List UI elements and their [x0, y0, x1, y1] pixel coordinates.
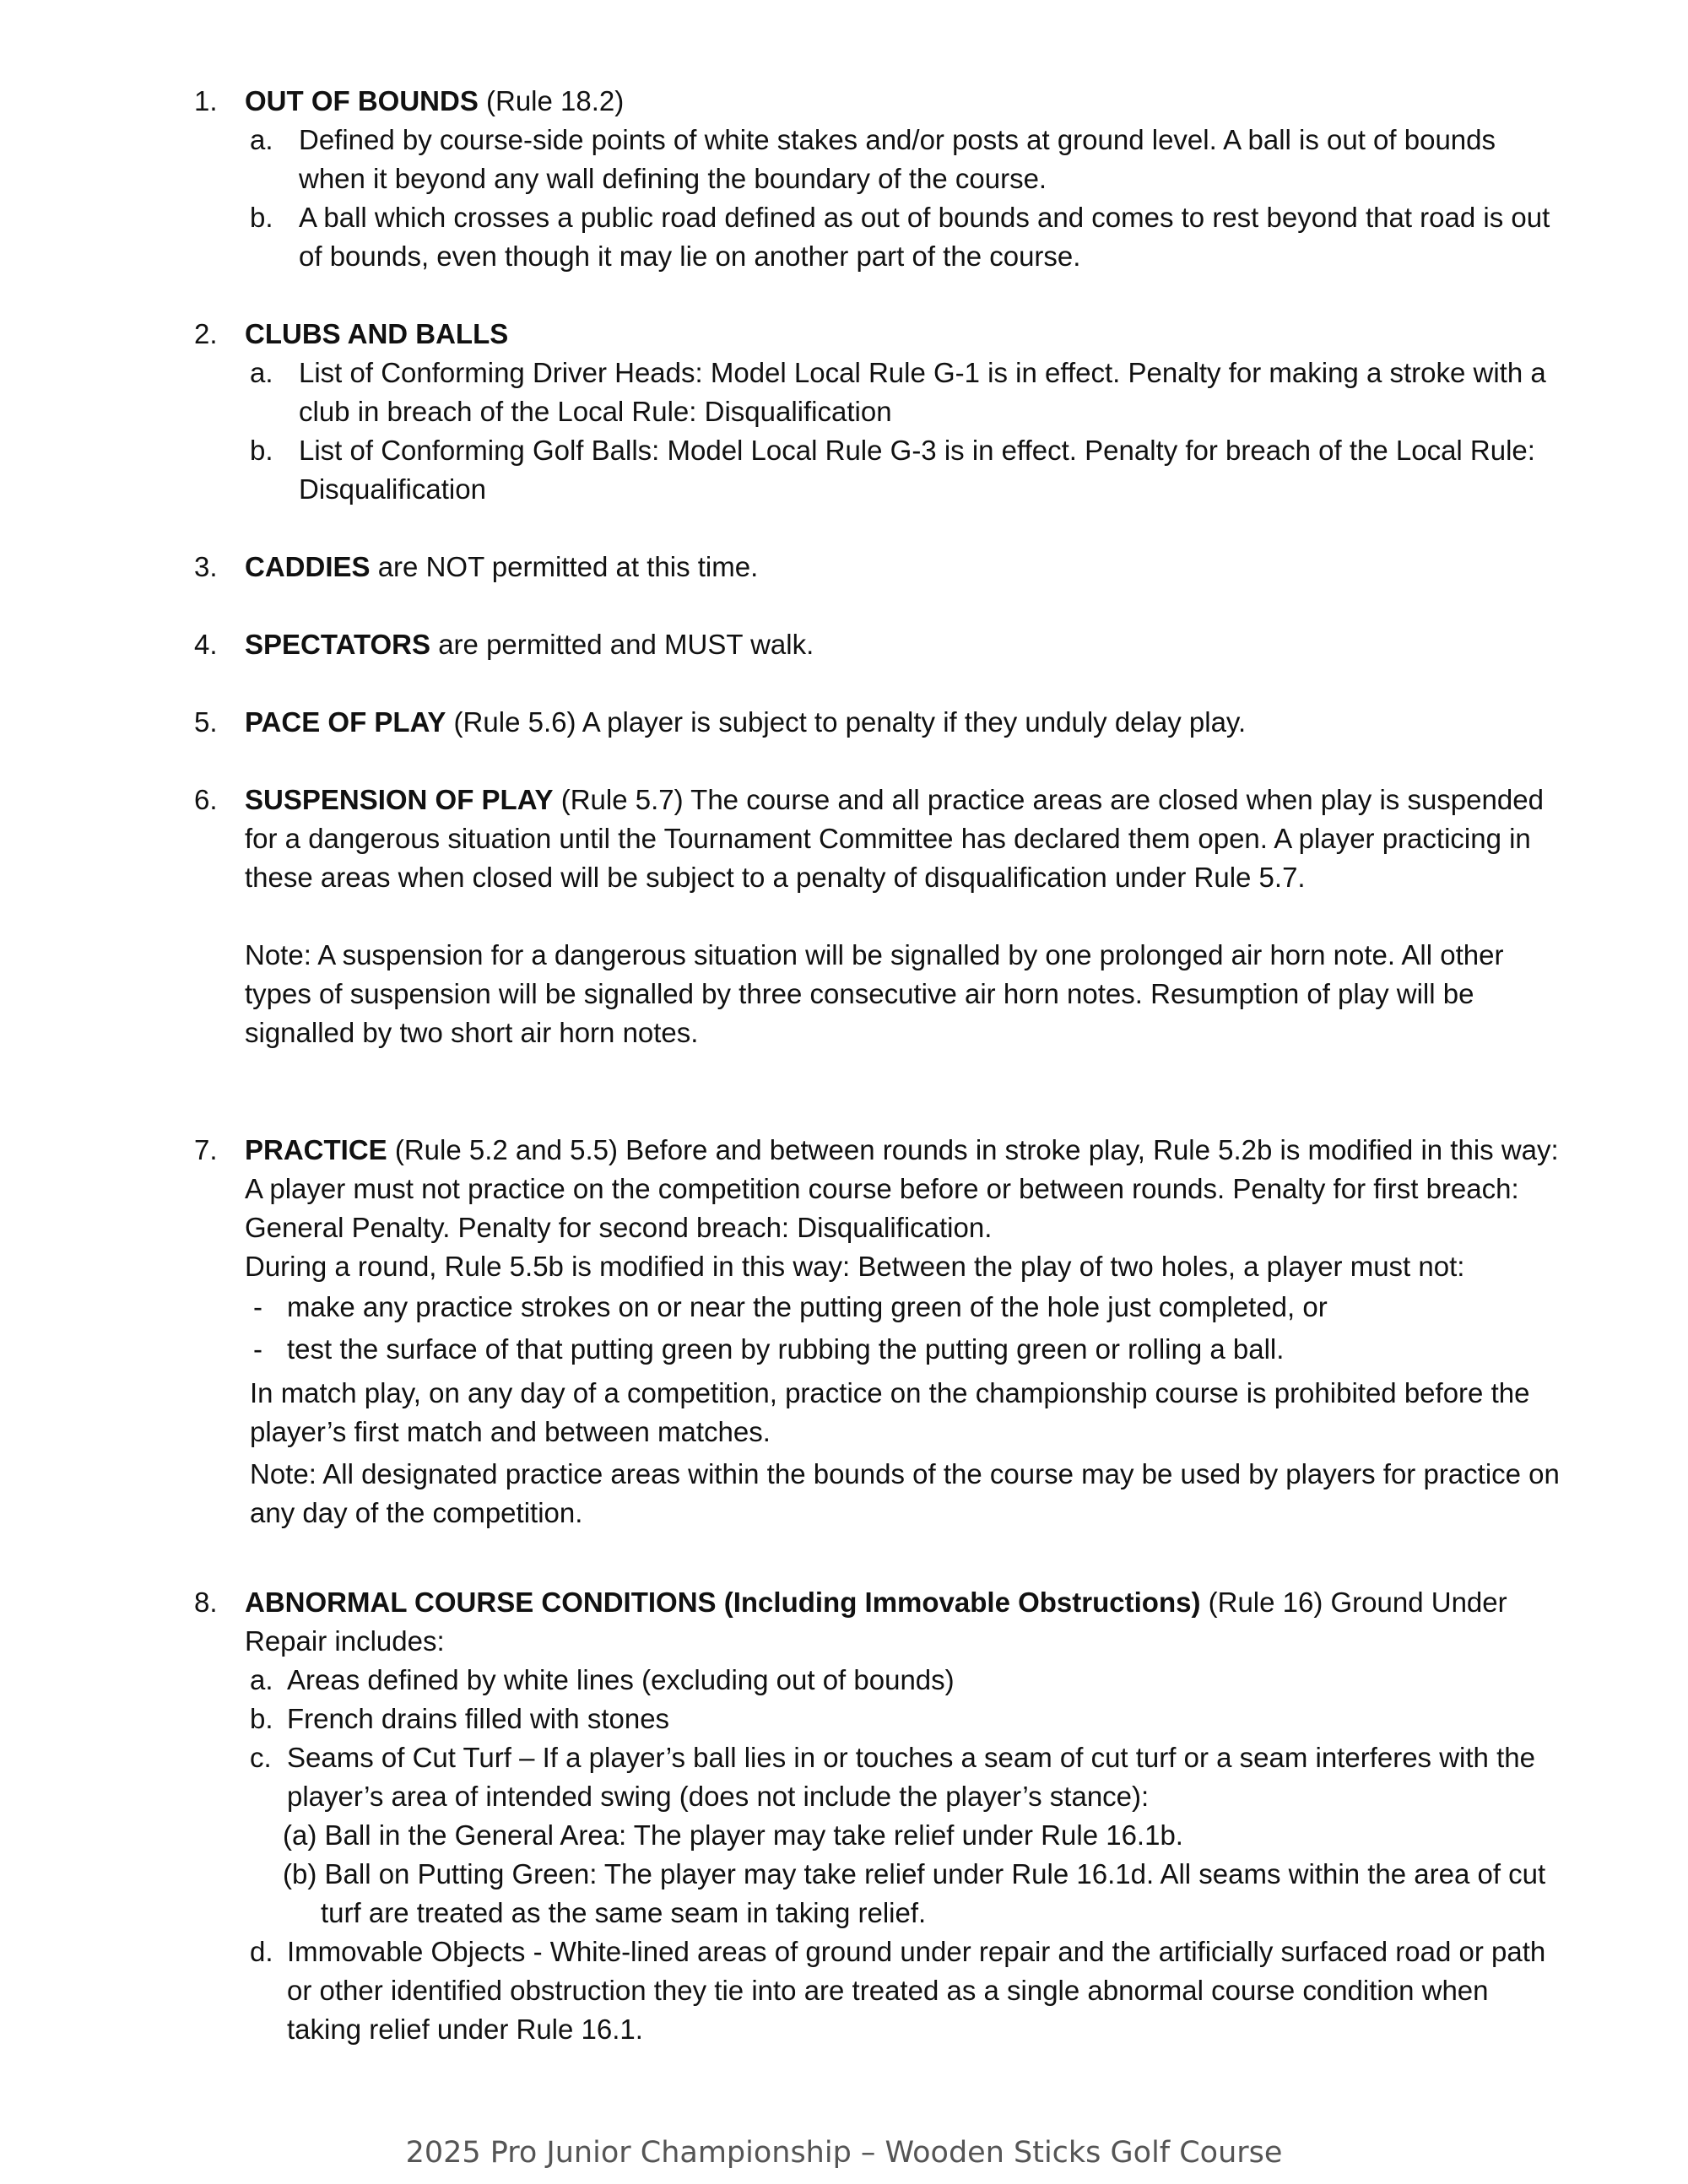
- item-title: SUSPENSION OF PLAY: [245, 784, 554, 815]
- item-text: (Rule 5.2 and 5.5) Before and between rounds in stroke play, Rule 5.2b is modified in this way: A player must not practice on the competition course before or between rounds. Penalty for first breach: General Penalty. Penalty for second breach: Disqualification.: [245, 1134, 1559, 1243]
- item-note: Note: All designated practice areas within the bounds of the course may be used by players for practice on any day of the competition.: [250, 1458, 1560, 1528]
- item-body: [245, 82, 1561, 276]
- sub-item-label: a.: [250, 1664, 273, 1695]
- sub-item: [245, 198, 1561, 276]
- item-text: (Rule 16) Ground Under Repair includes:: [245, 1587, 1507, 1657]
- sub-sub-item: (a) Ball in the General Area: The player may take relief under Rule 16.1b.: [283, 1819, 1183, 1851]
- sub-item-text: Areas defined by white lines (excluding out of bounds): [287, 1664, 955, 1695]
- item-body: [245, 703, 1561, 742]
- item-number: 5.: [194, 706, 218, 738]
- item-heading: [245, 82, 1561, 121]
- item-title: OUT OF BOUNDS: [245, 85, 479, 116]
- item-heading: [245, 315, 1561, 354]
- sub-item: [245, 1933, 1561, 2049]
- dash-mark: -: [253, 1291, 262, 1322]
- item-paragraph: In match play, on any day of a competition, practice on the championship course is prohibited before the player’s first match and between matches.: [250, 1377, 1530, 1447]
- item-number: 6.: [194, 784, 218, 815]
- item-text: (Rule 5.7) The course and all practice areas are closed when play is suspended for a dangerous situation until the Tournament Committee has declared them open. A player practicing in these areas when closed will be subject to a penalty of disqualification under Rule 5.7.: [245, 784, 1544, 893]
- sub-item-label: b.: [250, 202, 273, 233]
- sub-item-label: a.: [250, 357, 273, 388]
- item-number: 2.: [194, 318, 218, 349]
- page-footer: 2025 Pro Junior Championship – Wooden Sticks Golf Course: [405, 2136, 1283, 2170]
- item-paragraph: [245, 781, 1561, 897]
- dash-item: [245, 1328, 1561, 1370]
- sub-item: [245, 1738, 1561, 1816]
- dash-item: [245, 1286, 1561, 1328]
- sub-item: [245, 354, 1561, 431]
- item-paragraph: [245, 1583, 1561, 1661]
- sub-item-text: A ball which crosses a public road defined as out of bounds and comes to rest beyond that road is out of bounds, even though it may lie on another part of the course.: [299, 202, 1550, 272]
- sub-item-label: c.: [250, 1742, 272, 1773]
- item-text: are permitted and MUST walk.: [430, 629, 814, 660]
- item-body: [245, 1131, 1561, 1533]
- item-body: [245, 548, 1561, 587]
- item-text: (Rule 18.2): [478, 85, 625, 116]
- dash-item-text: test the surface of that putting green by rubbing the putting green or rolling a ball.: [287, 1333, 1285, 1365]
- item-number: 1.: [194, 85, 218, 116]
- sub-item-text: List of Conforming Golf Balls: Model Local Rule G-3 is in effect. Penalty for breach of the Local Rule: Disqualification: [299, 435, 1535, 505]
- item-text: (Rule 5.6) A player is subject to penalty if they unduly delay play.: [446, 706, 1247, 738]
- item-number: 4.: [194, 629, 218, 660]
- sub-item-text: List of Conforming Driver Heads: Model Local Rule G-1 is in effect. Penalty for making a stroke with a club in breach of the Local Rule: Disqualification: [299, 357, 1546, 427]
- sub-item-text: Immovable Objects - White-lined areas of ground under repair and the artificially surfaced road or path or other identified obstruction they tie into are treated as a single abnormal course condition when taking relief under Rule 16.1.: [287, 1936, 1546, 2045]
- item-title: SPECTATORS: [245, 629, 431, 660]
- item-text: are NOT permitted at this time.: [370, 551, 759, 582]
- item-number: 8.: [194, 1587, 218, 1618]
- sub-sub-item: (b) Ball on Putting Green: The player may take relief under Rule 16.1d. All seams within the area of cut turf are treated as the same seam in taking relief.: [283, 1858, 1546, 1928]
- item-title: CADDIES: [245, 551, 371, 582]
- item-body: [245, 1583, 1561, 2049]
- dash-item-text: make any practice strokes on or near the putting green of the hole just completed, or: [287, 1291, 1328, 1322]
- dash-mark: -: [253, 1333, 262, 1365]
- sub-item-text: Seams of Cut Turf – If a player’s ball lies in or touches a seam of cut turf or a seam interferes with the player’s area of intended swing (does not include the player’s stance):: [287, 1742, 1535, 1812]
- item-title: PACE OF PLAY: [245, 706, 446, 738]
- sub-item-label: a.: [250, 124, 273, 155]
- item-number: 3.: [194, 551, 218, 582]
- item-title: ABNORMAL COURSE CONDITIONS (Including Immovable Obstructions): [245, 1587, 1201, 1618]
- sub-item-text: French drains filled with stones: [287, 1703, 670, 1734]
- item-paragraph: [245, 1131, 1561, 1247]
- sub-item: [245, 1661, 1561, 1700]
- sub-item: [245, 1700, 1561, 1738]
- sub-item: [245, 121, 1561, 198]
- sub-item-label: b.: [250, 1703, 273, 1734]
- item-title: CLUBS AND BALLS: [245, 318, 509, 349]
- item-paragraph: During a round, Rule 5.5b is modified in this way: Between the play of two holes, a player must not:: [245, 1251, 1465, 1282]
- sub-item: [245, 431, 1561, 509]
- item-title: PRACTICE: [245, 1134, 387, 1165]
- sub-item-label: d.: [250, 1936, 273, 1967]
- sub-item-label: b.: [250, 435, 273, 466]
- item-number: 7.: [194, 1134, 218, 1165]
- item-note: Note: A suspension for a dangerous situation will be signalled by one prolonged air horn note. All other types of suspension will be signalled by three consecutive air horn notes. Resumption of play will be signalled by two short air horn notes.: [245, 939, 1504, 1048]
- item-body: [245, 625, 1561, 664]
- sub-item-text: Defined by course-side points of white stakes and/or posts at ground level. A ball is out of bounds when it beyond any wall defining the boundary of the course.: [299, 124, 1496, 194]
- item-body: [245, 315, 1561, 509]
- item-body: [245, 781, 1561, 1052]
